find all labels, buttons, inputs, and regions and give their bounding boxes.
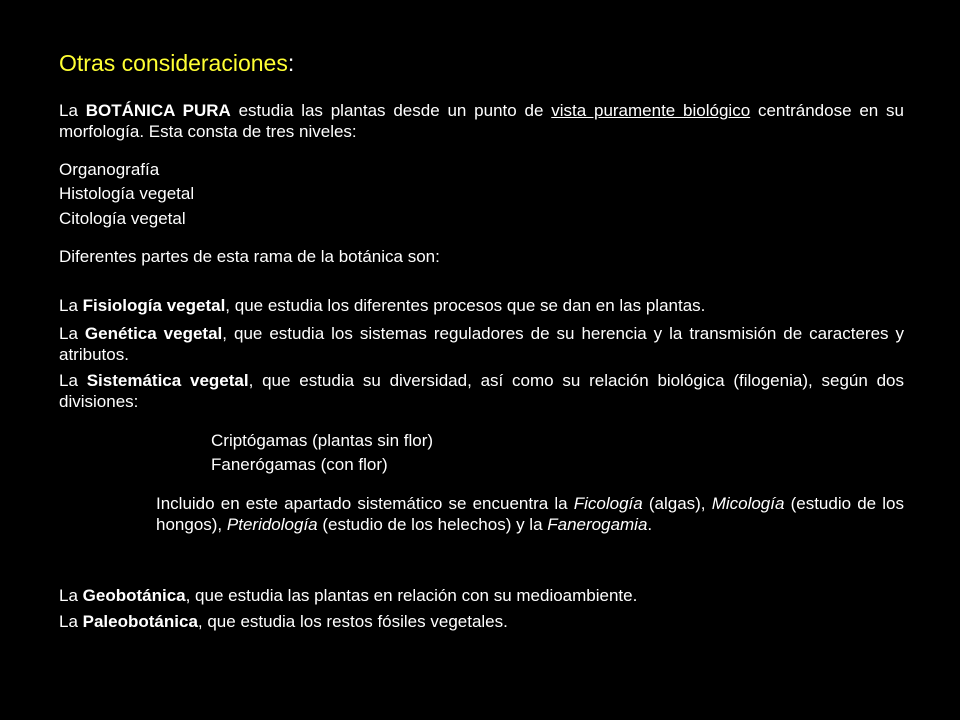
branch-fisiologia <box>59 295 904 316</box>
branch-genetica-post: , que estudia los sistemas reguladores de su herencia y la transmisión de caracteres y atributos. <box>59 324 904 364</box>
branch-sistematica <box>59 370 904 412</box>
branch-geobotanica <box>59 585 904 606</box>
branch-sistematica-pre: La <box>59 371 87 390</box>
included-ficologia: Ficología <box>573 494 643 513</box>
intro-pre: La <box>59 101 86 120</box>
parts-intro: Diferentes partes de esta rama de la botánica son: <box>59 247 440 266</box>
level-item-organografia: Organografía <box>59 160 160 179</box>
level-item-histologia: Histología vegetal <box>59 184 195 203</box>
branch-geobotanica-term: Geobotánica <box>82 586 186 605</box>
branch-genetica <box>59 323 904 365</box>
branch-paleobotanica <box>59 611 904 632</box>
division-fanerogamas: Fanerógamas (con flor) <box>211 455 388 474</box>
included-fanerogamia: Fanerogamia <box>547 515 648 534</box>
branch-genetica-pre: La <box>59 324 85 343</box>
branch-sistematica-post: , que estudia su diversidad, así como su relación biológica (filogenia), según dos divisiones: <box>59 371 905 411</box>
included-text-5: . <box>647 515 653 534</box>
branch-geobotanica-pre: La <box>59 586 83 605</box>
included-paragraph <box>156 493 904 535</box>
included-text-1: Incluido en este apartado sistemático se encuentra la <box>156 494 574 513</box>
included-text-3: (estudio de los hongos), <box>156 494 905 534</box>
branch-genetica-term: Genética vegetal <box>84 324 223 343</box>
included-pteridologia: Pteridología <box>226 515 318 534</box>
intro-mid: estudia las plantas desde un punto de <box>230 101 552 120</box>
slide-title-colon: : <box>287 50 295 76</box>
included-text-2: (algas), <box>642 494 712 513</box>
level-item-citologia: Citología vegetal <box>59 209 186 228</box>
branch-fisiologia-post: , que estudia los diferentes procesos que se dan en las plantas. <box>225 296 706 315</box>
intro-underlined-phrase: vista puramente biológico <box>551 101 751 120</box>
branch-sistematica-term: Sistemática vegetal <box>86 371 249 390</box>
slide-title <box>59 48 294 78</box>
division-criptogamas: Criptógamas (plantas sin flor) <box>211 431 434 450</box>
branch-paleobotanica-term: Paleobotánica <box>82 612 198 631</box>
included-text-4: (estudio de los helechos) y la <box>317 515 548 534</box>
included-micologia: Micología <box>711 494 785 513</box>
branch-paleobotanica-post: , que estudia los restos fósiles vegetales. <box>197 612 508 631</box>
branch-paleobotanica-pre: La <box>59 612 83 631</box>
slide-title-text: Otras consideraciones <box>59 50 288 76</box>
intro-bold-term: BOTÁNICA PURA <box>85 101 231 120</box>
branch-geobotanica-post: , que estudia las plantas en relación con su medioambiente. <box>185 586 638 605</box>
branch-fisiologia-pre: La <box>59 296 83 315</box>
branch-fisiologia-term: Fisiología vegetal <box>82 296 226 315</box>
intro-post: centrándose en su morfología. Esta consta de tres niveles: <box>59 101 904 141</box>
intro-paragraph <box>59 100 904 142</box>
